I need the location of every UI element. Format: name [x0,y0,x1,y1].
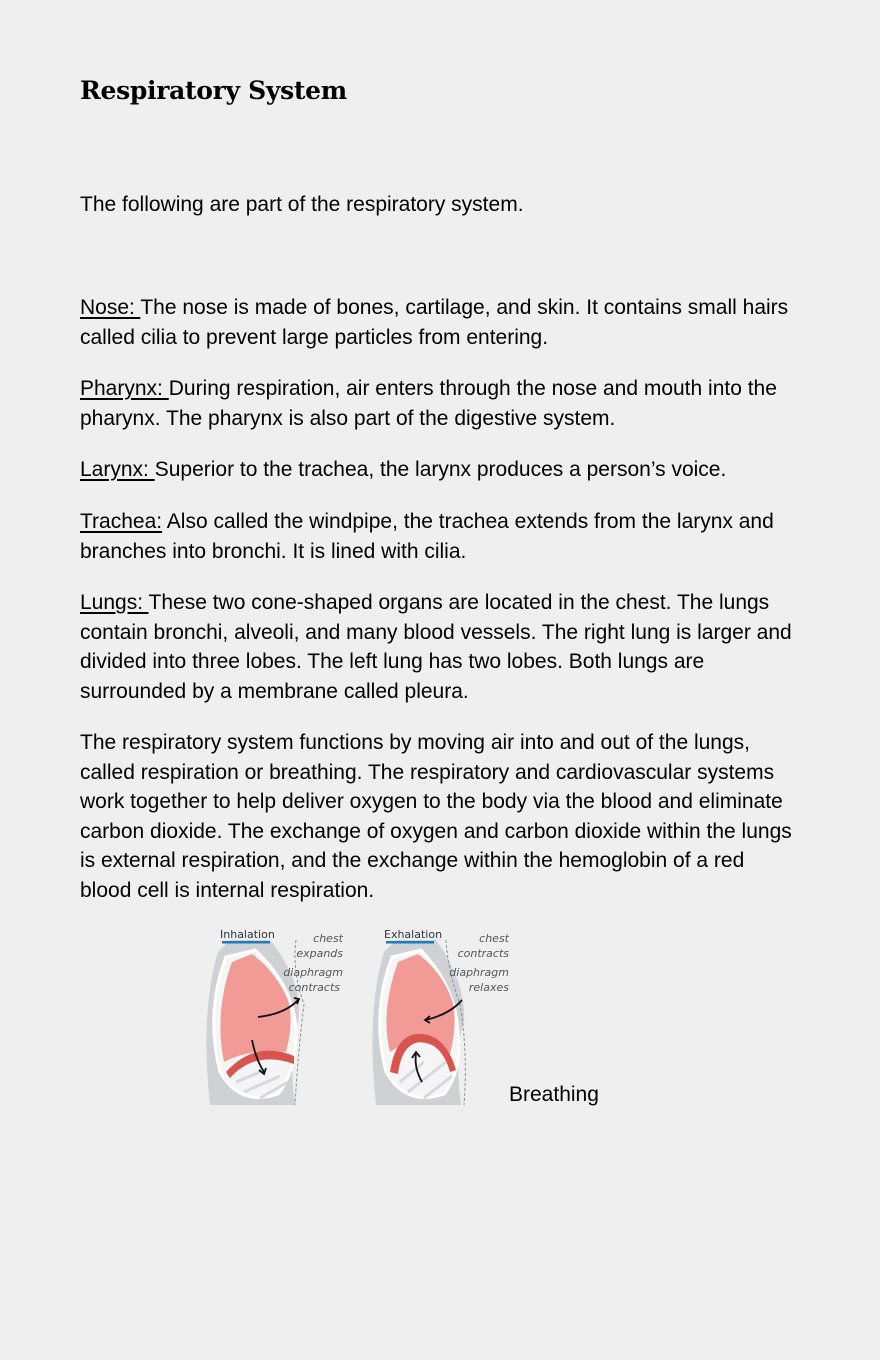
term-text: Superior to the trachea, the larynx produces a person’s voice. [154,458,727,481]
svg-text:diaphragm: diaphragm [283,966,343,979]
term-nose [80,293,800,352]
term-text: These two cone-shaped organs are located in the chest. The lungs contain bronchi, alveoli, and many blood vessels. The right lung is larger and divided into three lobes. The left lung has two lobes. Both lungs are surrounded by a membrane called pleura. [80,591,792,703]
term-label: Nose: [80,296,141,319]
term-label: Larynx: [80,458,155,481]
svg-text:contracts: contracts [288,981,340,994]
svg-text:Exhalation: Exhalation [384,928,443,941]
term-label: Lungs: [80,591,149,614]
function-paragraph: The respiratory system functions by moving air into and out of the lungs, called respiration or breathing. The respiratory and cardiovascular systems work together to help deliver oxygen to the body via the blood and eliminate carbon dioxide. The exchange of oxygen and carbon dioxide within the lungs is external respiration, and the exchange within the hemoglobin of a red blood cell is internal respiration. [80,731,792,902]
lungs-diagram-icon [200,922,520,1110]
term-lungs [80,588,800,706]
svg-text:relaxes: relaxes [468,981,509,994]
term-label: Pharynx: [80,377,169,400]
svg-text:diaphragm: diaphragm [449,966,509,979]
exhalation-panel [372,928,509,1105]
term-label: Trachea: [80,510,163,533]
page-title: Respiratory System [80,76,347,105]
term-trachea [80,507,800,566]
term-pharynx [80,374,800,433]
svg-text:chest: chest [313,932,343,945]
svg-text:expands: expands [296,947,343,960]
breathing-diagram [200,922,520,1110]
term-text: During respiration, air enters through the nose and mouth into the pharynx. The pharynx is also part of the digestive system. [80,377,777,430]
term-text: The nose is made of bones, cartilage, and skin. It contains small hairs called cilia to prevent large particles from entering. [80,296,789,349]
svg-text:chest: chest [479,932,509,945]
svg-text:contracts: contracts [457,947,509,960]
svg-text:Inhalation: Inhalation [220,928,275,941]
term-larynx [80,455,800,485]
figure-caption: Breathing [509,1083,599,1106]
inhalation-panel [206,928,343,1105]
intro-paragraph: The following are part of the respiratory system. [80,193,524,216]
term-text: Also called the windpipe, the trachea extends from the larynx and branches into bronchi. It is lined with cilia. [80,510,774,563]
